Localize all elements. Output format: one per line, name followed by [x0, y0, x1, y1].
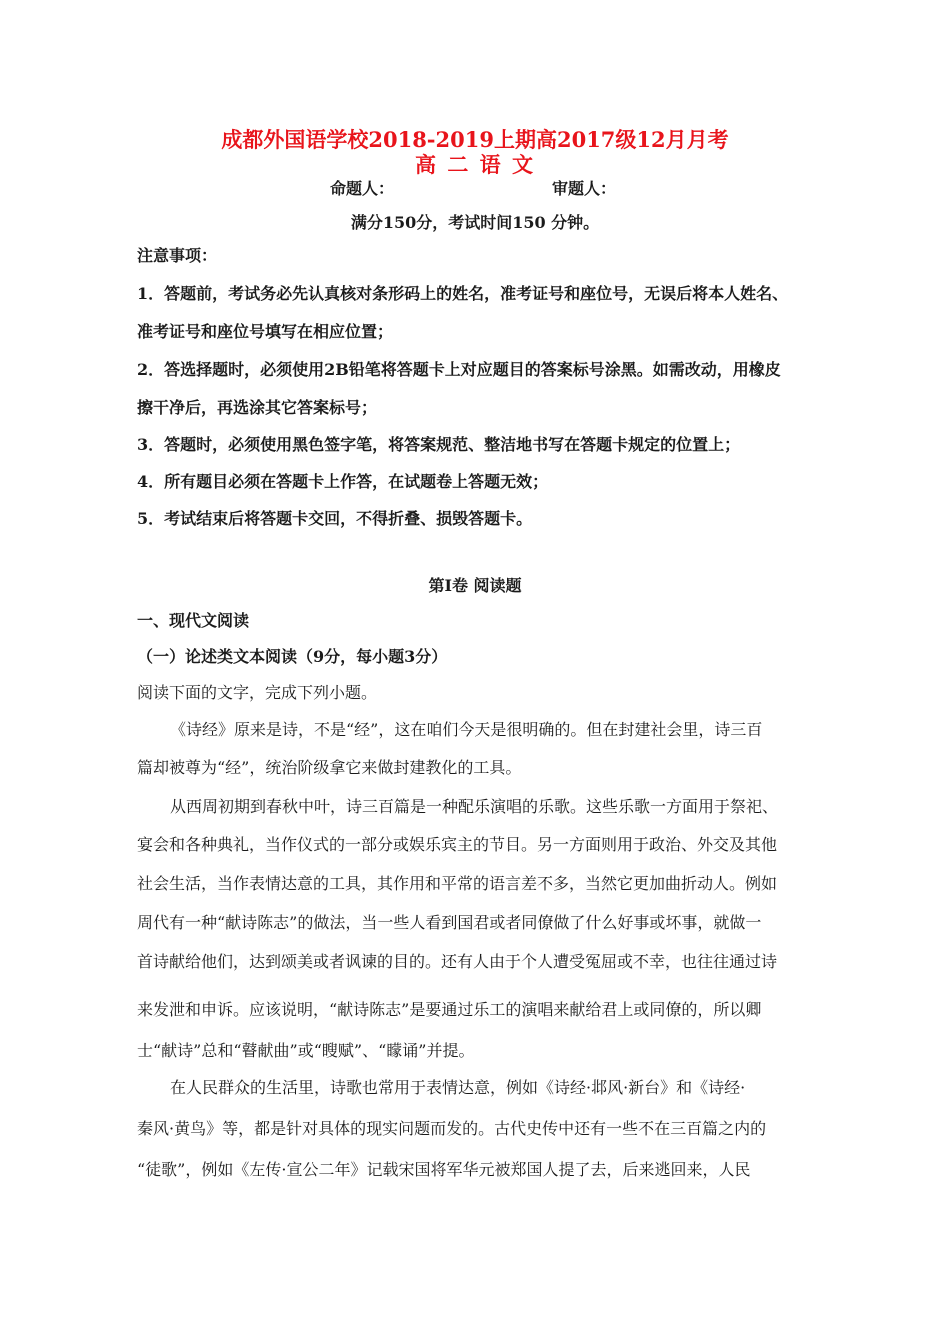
exam-title: 成都外国语学校2018-2019上期高2017级12月月考 [221, 127, 729, 152]
note-item: 3．答题时，必须使用黑色签字笔，将答案规范、整洁地书写在答题卡规定的位置上； [137, 435, 741, 454]
author-label: 命题人： [330, 179, 395, 198]
sub-section-title: （一）论述类文本阅读（9分，每小题3分） [137, 647, 448, 666]
passage-line: 周代有一种“献诗陈志”的做法，当一些人看到国君或者同僚做了什么好事或坏事，就做一 [137, 913, 762, 932]
notes-heading: 注意事项： [137, 246, 218, 265]
note-item: 2．答选择题时，必须使用2B铅笔将答题卡上对应题目的答案标号涂黑。如需改动，用橡皮 [137, 360, 781, 379]
passage-line: 在人民群众的生活里，诗歌也常用于表情达意，例如《诗经·邶风·新台》和《诗经· [170, 1078, 746, 1097]
passage-line: 《诗经》原来是诗，不是“经”，这在咱们今天是很明确的。但在封建社会里，诗三百 [170, 720, 763, 739]
part-title: 一、现代文阅读 [137, 611, 250, 630]
passage-line: 秦风·黄鸟》等，都是针对具体的现实问题而发的。古代史传中还有一些不在三百篇之内的 [137, 1119, 767, 1138]
passage-line: 来发泄和申诉。应该说明，“献诗陈志”是要通过乐工的演唱来献给君上或同僚的，所以卿 [137, 1000, 762, 1019]
reviewer-label: 审题人： [552, 179, 617, 198]
passage-line: 篇却被尊为“经”，统治阶级拿它来做封建教化的工具。 [137, 758, 522, 777]
note-item: 擦干净后，再选涂其它答案标号； [137, 398, 378, 417]
note-item: 1．答题前，考试务必先认真核对条形码上的姓名，准考证号和座位号，无误后将本人姓名、 [137, 284, 789, 303]
note-item: 准考证号和座位号填写在相应位置； [137, 322, 394, 341]
score-time-info: 满分150分，考试时间150 分钟。 [350, 213, 600, 232]
note-item: 5．考试结束后将答题卡交回，不得折叠、损毁答题卡。 [137, 509, 533, 528]
passage-line: “徒歌”，例如《左传·宣公二年》记载宋国将军华元被郑国人提了去，后来逃回来，人民 [137, 1160, 751, 1179]
passage-line: 士“献诗”总和“瞽献曲”或“瞍赋”、“矇诵”并提。 [137, 1041, 475, 1060]
passage-line: 宴会和各种典礼，当作仪式的一部分或娱乐宾主的节目。另一方面则用于政治、外交及其他 [137, 835, 778, 854]
volume-title: 第Ⅰ卷 阅读题 [428, 576, 522, 595]
passage-line: 首诗献给他们，达到颂美或者讽谏的目的。还有人由于个人遭受冤屈或不幸，也往往通过诗 [137, 952, 778, 971]
passage-line: 社会生活，当作表情达意的工具，其作用和平常的语言差不多，当然它更加曲折动人。例如 [137, 874, 778, 893]
subject-title: 高 二 语 文 [415, 152, 535, 177]
instruction-text: 阅读下面的文字，完成下列小题。 [137, 683, 378, 702]
note-item: 4．所有题目必须在答题卡上作答，在试题卷上答题无效； [137, 472, 549, 491]
passage-line: 从西周初期到春秋中叶，诗三百篇是一种配乐演唱的乐歌。这些乐歌一方面用于祭祀、 [170, 797, 779, 816]
